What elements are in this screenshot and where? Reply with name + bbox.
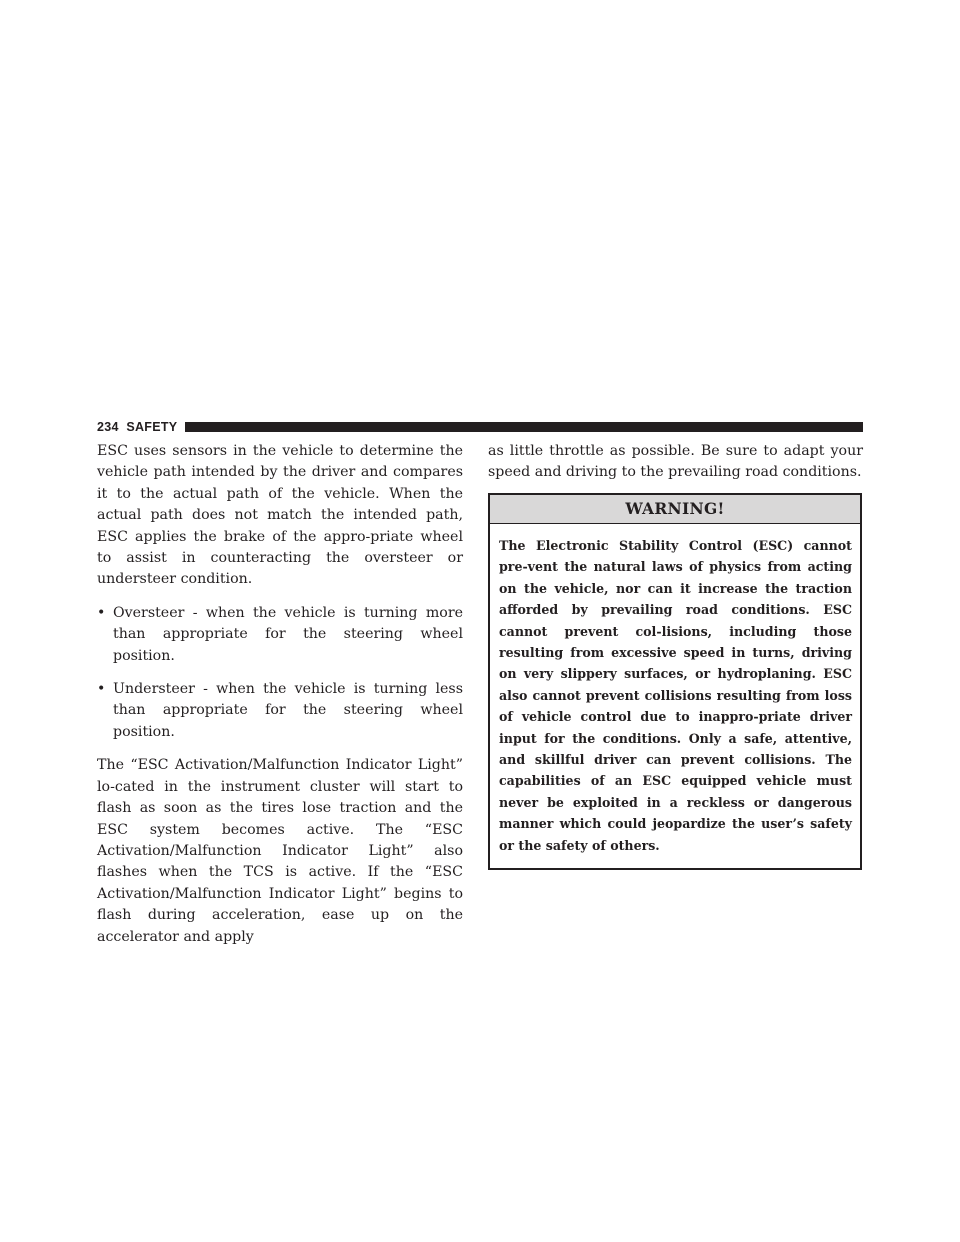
bullet-text: Oversteer - when the vehicle is turning more than appropriate for the steering wheel position. bbox=[113, 604, 463, 664]
right-column bbox=[488, 441, 863, 496]
bullet-icon: • bbox=[97, 681, 106, 698]
bullet-text: Understeer - when the vehicle is turning less than appropriate for the steering wheel position. bbox=[113, 681, 463, 740]
page-number: 234 bbox=[97, 420, 119, 434]
warning-box bbox=[488, 493, 862, 870]
indicator-light-paragraph: The “ESC Activation/Malfunction Indicator Light” lo-cated in the instrument cluster will start to flash as soon as the tires lose traction and the ESC system becomes active. The “ESC Activation/Malfunction Indicator Light” also flashes when the TCS is active. If the “ESC Activation/Malfunction Indicator Light” begins to flash during acceleration, ease up on the accelerator and apply bbox=[97, 757, 463, 945]
bullet-item-understeer bbox=[97, 679, 463, 743]
bullet-item-oversteer bbox=[97, 603, 463, 667]
continuation-paragraph: as little throttle as possible. Be sure to adapt your speed and driving to the prevailing road conditions. bbox=[488, 443, 863, 481]
section-title: SAFETY bbox=[126, 420, 178, 434]
warning-text: The Electronic Stability Control (ESC) cannot pre-vent the natural laws of physics from acting on the vehicle, nor can it increase the traction afforded by prevailing road conditions. ESC cannot prevent col-lisions, including those resulting from excessive speed in turns, driving on very slippery surfaces, or hydroplaning. ESC also cannot prevent collisions resulting from loss of vehicle control due to inappro-priate driver input for the conditions. Only a safe, attentive, and skillful driver can prevent collisions. The capabilities of an ESC equipped vehicle must never be exploited in a reckless or dangerous manner which could jeopardize the user’s safety or the safety of others. bbox=[499, 538, 852, 853]
left-column bbox=[97, 441, 463, 960]
header-rule bbox=[185, 422, 863, 432]
bullet-icon: • bbox=[97, 604, 106, 621]
page-header bbox=[97, 418, 863, 436]
page-header-label bbox=[97, 418, 177, 436]
intro-paragraph: ESC uses sensors in the vehicle to determine the vehicle path intended by the driver and compares it to the actual path of the vehicle. When the actual path does not match the intended path, ESC applies the brake of the appro-priate wheel to assist in counteracting the oversteer or understeer condition. bbox=[97, 443, 463, 588]
warning-title: WARNING! bbox=[490, 495, 860, 524]
